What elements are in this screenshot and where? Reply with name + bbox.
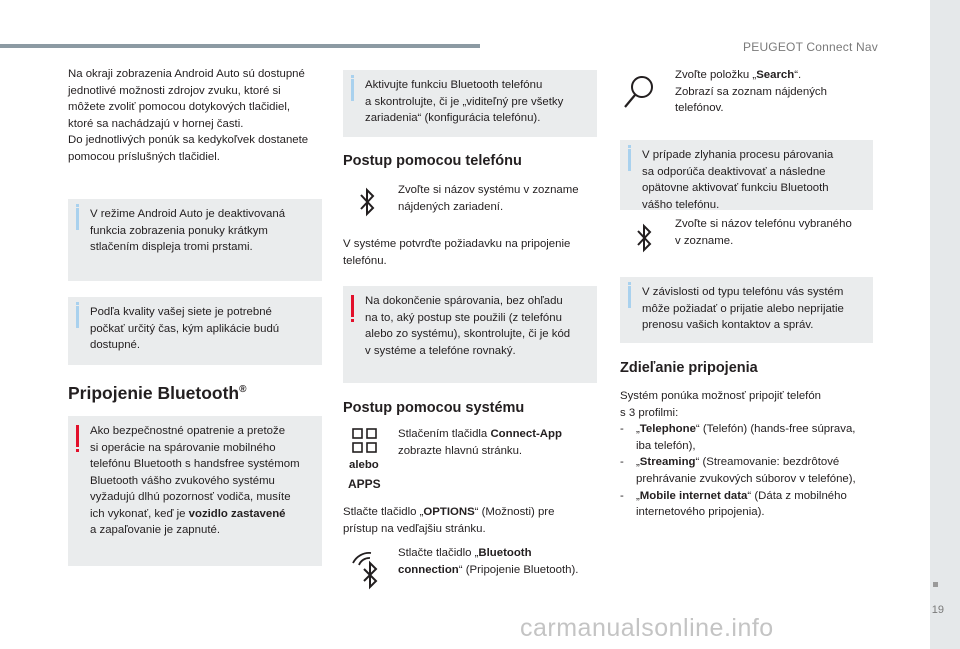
- info-icon: [628, 149, 634, 171]
- bluetooth-connection-icon: [349, 549, 387, 591]
- section-title-bluetooth: Pripojenie Bluetooth®: [68, 383, 247, 403]
- intro-paragraph: Na okraji zobrazenia Android Auto sú dostupné jednotlivé možnosti zdrojov zvuku, ktoré si môžete zvoliť pomocou dotykových tlačidiel, ktoré sa nachádzajú v hornej časti. Do jednotlivých ponúk sa kedykoľvek dostanete pomocou príslušných tlačidiel.: [68, 68, 309, 163]
- watermark: carmanualsonline.info: [520, 614, 774, 642]
- list-item: - „Mobile internet data“ (Dáta z mobilného: [620, 489, 847, 502]
- end-marker: [933, 582, 938, 587]
- alebo-label: alebo: [349, 459, 379, 471]
- warning-icon: [351, 295, 357, 317]
- search-step-text: Zvoľte položku „Search“. Zobrazí sa zoznam nájdených telefónov.: [675, 69, 827, 115]
- info-box-network: Podľa kvality vašej siete je potrebné počkať určitý čas, kým aplikácie budú dostupné.: [68, 297, 322, 365]
- bluetooth-icon: [634, 222, 654, 254]
- page-number: 19: [931, 604, 944, 616]
- info-box-android-auto: V režime Android Auto je deaktivovaná funkcia zobrazenia ponuky krátkym stlačením displeja tromi prstami.: [68, 199, 322, 281]
- list-item: - „Telephone“ (Telefón) (hands-free súprava,: [620, 423, 856, 436]
- warning-icon: [76, 425, 82, 447]
- system-step1-text: Stlačením tlačidla Connect-App zobrazte hlavnú stránku.: [398, 428, 562, 457]
- apps-button-label: APPS: [348, 477, 381, 491]
- phone-step-text: Zvoľte si názov systému v zozname nájdených zariadení.: [398, 184, 579, 213]
- bt-connection-text: Stlačte tlačidlo „Bluetooth connection“ (Pripojenie Bluetooth).: [398, 547, 579, 576]
- info-box-pairing-failure: V prípade zlyhania procesu párovania sa odporúča deaktivovať a následne opätovne aktivovať funkciu Bluetooth vášho telefónu.: [620, 140, 873, 210]
- info-icon: [76, 208, 82, 230]
- info-icon: [628, 286, 634, 308]
- info-box-contacts-transfer: V závislosti od typu telefónu vás systém môže požiadať o prijatie alebo neprijatie prenosu vašich kontaktov a správ.: [620, 277, 873, 343]
- warning-box-safety: Ako bezpečnostné opatrenie a pretože si operácie na spárovanie mobilného telefónu Bluetooth s handsfree systémom Bluetooth vášho zvukového systému vyžadujú dlhú pozornosť vodiča, musíte ich vykonať, keď je vozidlo zastavené a zapaľovanie je zapnuté.: [68, 416, 322, 566]
- header-rule: [0, 44, 480, 48]
- confirm-paragraph: V systéme potvrďte požiadavku na pripojenie telefónu.: [343, 238, 571, 267]
- options-paragraph: Stlačte tlačidlo „OPTIONS“ (Možnosti) pre prístup na vedľajšiu stránku.: [343, 506, 555, 535]
- list-item: - „Streaming“ (Streamovanie: bezdrôtové: [620, 456, 840, 469]
- search-icon: [622, 74, 656, 110]
- header-title: PEUGEOT Connect Nav: [743, 40, 878, 54]
- section-title-system: Postup pomocou systému: [343, 400, 525, 416]
- bluetooth-icon: [357, 186, 377, 218]
- section-title-phone: Postup pomocou telefónu: [343, 153, 522, 169]
- info-icon: [351, 79, 357, 101]
- sharing-paragraph: Systém ponúka možnosť pripojiť telefón s 3 profilmi: - „Telephone“ (Telefón) (hands-free súprava, iba telefón), - „Streaming“ (Streamovanie: bezdrôtové prehrávanie zvukových súborov v telefóne), - „Mobile internet data“ (Dáta z mobilného internetového pripojenia).: [620, 388, 890, 521]
- page-side-strip: [930, 0, 960, 649]
- warning-box-pairing-code: Na dokončenie spárovania, bez ohľadu na to, aký postup ste použili (z telefónu alebo zo systému), skontrolujte, či je kód v systéme a telefóne rovnaký.: [343, 286, 597, 383]
- info-icon: [76, 306, 82, 328]
- section-title-sharing: Zdieľanie pripojenia: [620, 360, 758, 376]
- select-phone-text: Zvoľte si názov telefónu vybraného v zozname.: [675, 218, 852, 247]
- info-box-activate-bluetooth: Aktivujte funkciu Bluetooth telefónu a skontrolujte, či je „viditeľný pre všetky zariadenia“ (konfigurácia telefónu).: [343, 70, 597, 137]
- connect-app-grid-icon: [352, 428, 378, 454]
